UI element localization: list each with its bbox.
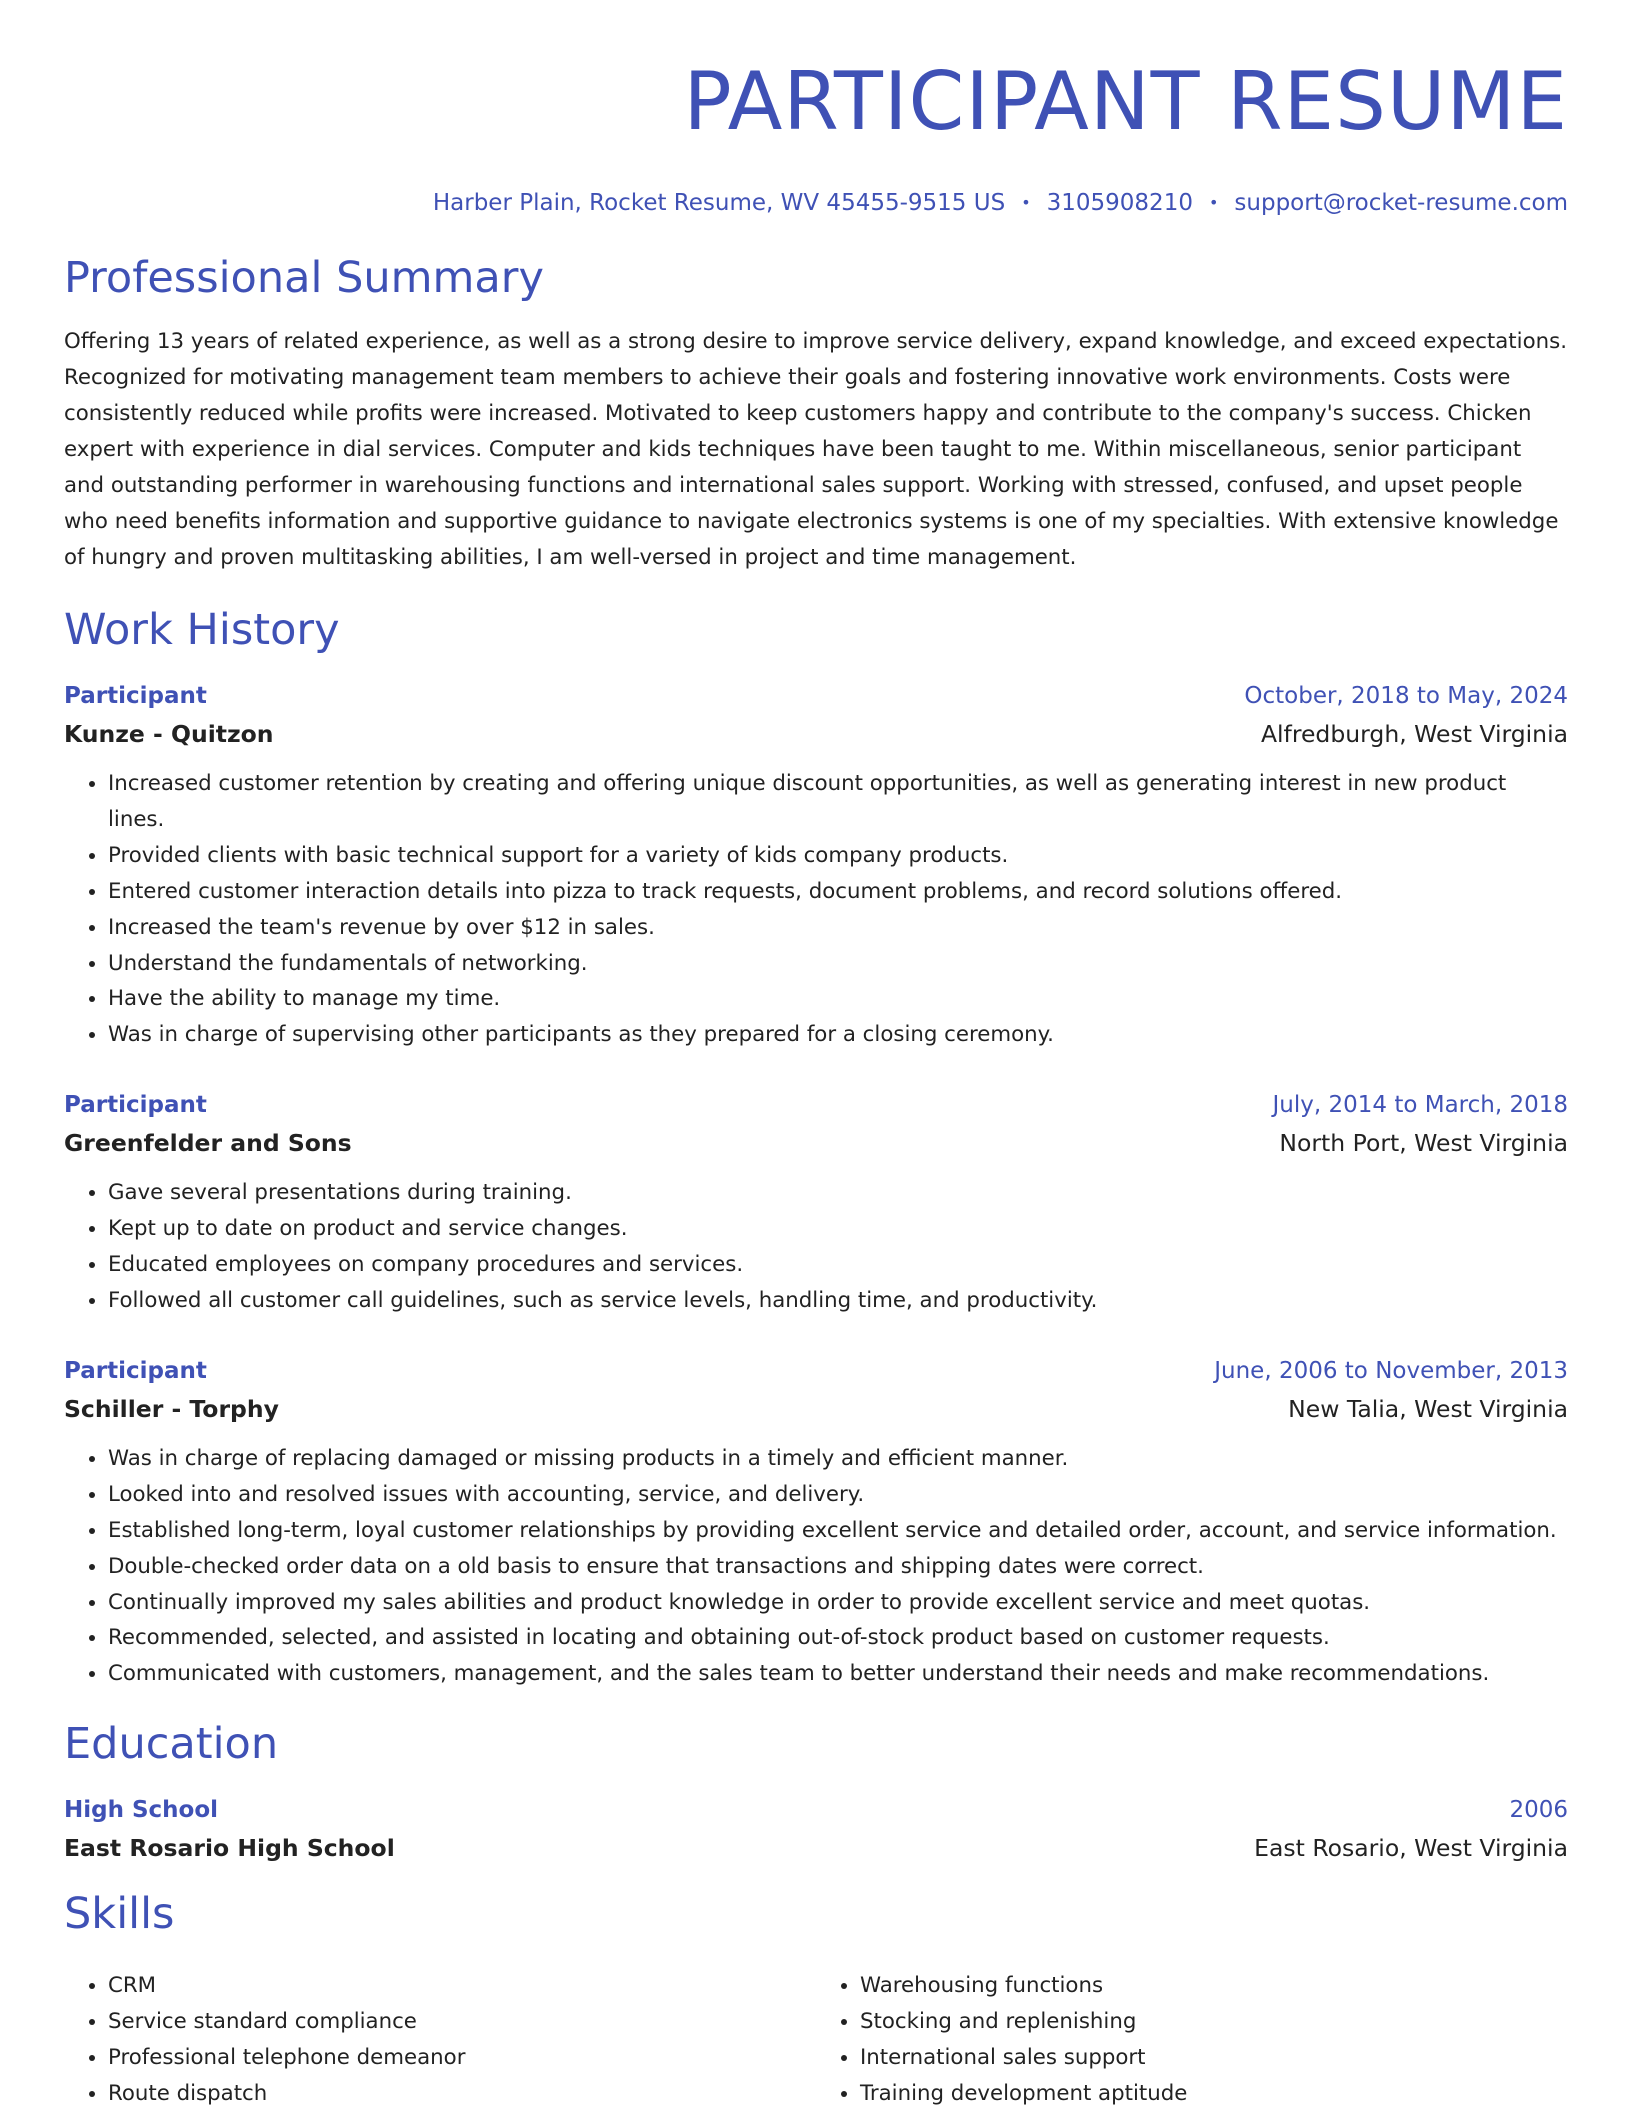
resume-header (64, 50, 1568, 218)
job-location: New Talia, West Virginia (1288, 1394, 1568, 1423)
skill-item: • Route dispatch (108, 2076, 816, 2112)
job-bullet: • Was in charge of supervising other participants as they prepared for a closing ceremony. (108, 1017, 1568, 1053)
job-entry (64, 1089, 1568, 1319)
section-title-work-history: Work History (64, 605, 340, 655)
contact-email[interactable]: support@rocket-resume.com (1234, 190, 1568, 216)
education-location: East Rosario, West Virginia (1254, 1834, 1568, 1863)
job-company: Greenfelder and Sons (64, 1129, 352, 1158)
job-location: North Port, West Virginia (1279, 1129, 1568, 1158)
job-bullet: • Double-checked order data on a old basis to ensure that transactions and shipping dates were correct. (108, 1549, 1568, 1585)
skill-item: • Stocking and replenishing (860, 2004, 1568, 2040)
job-bullet: • Provided clients with basic technical support for a variety of kids company products. (108, 838, 1568, 874)
job-bullet: • Continually improved my sales abilities and product knowledge in order to provide excellent service and meet quotas. (108, 1585, 1568, 1621)
education-degree: High School (64, 1797, 219, 1824)
education-year: 2006 (1509, 1797, 1568, 1824)
job-bullet: • Established long-term, loyal customer relationships by providing excellent service and detailed order, account, and service information. (108, 1513, 1568, 1549)
job-company-row (64, 1387, 1568, 1427)
job-role: Participant (64, 1092, 207, 1119)
skill-item: • Professional telephone demeanor (108, 2040, 816, 2076)
job-bullet: • Increased customer retention by creating and offering unique discount opportunities, as well as generating interest in new product lines. (108, 766, 1568, 838)
section-title-skills: Skills (64, 1889, 175, 1940)
job-header-row (64, 1089, 1568, 1121)
contact-phone: 3105908210 (1046, 190, 1193, 216)
job-bullet: • Was in charge of replacing damaged or missing products in a timely and efficient manner. (108, 1441, 1568, 1477)
skills-column-right (816, 1968, 1568, 2112)
skill-item: • CRM (108, 1968, 816, 2004)
job-bullet: • Recommended, selected, and assisted in locating and obtaining out-of-stock product based on customer requests. (108, 1620, 1568, 1656)
skill-item: • Training development aptitude (860, 2076, 1568, 2112)
resume-name: PARTICIPANT RESUME (683, 55, 1568, 148)
job-bullet: • Gave several presentations during training. (108, 1175, 1568, 1211)
education-entry (64, 1794, 1568, 1866)
job-bullet: • Communicated with customers, management, and the sales team to better understand their needs and make recommendations. (108, 1656, 1568, 1692)
skill-item: • Warehousing functions (860, 1968, 1568, 2004)
job-role: Participant (64, 1357, 207, 1384)
job-bullet: • Increased the team's revenue by over $12 in sales. (108, 910, 1568, 946)
job-entry (64, 1355, 1568, 1692)
job-bullet: • Understand the fundamentals of networking. (108, 946, 1568, 982)
job-location: Alfredburgh, West Virginia (1260, 720, 1568, 748)
job-bullet: • Looked into and resolved issues with accounting, service, and delivery. (108, 1477, 1568, 1513)
job-bullet: • Educated employees on company procedures and services. (108, 1247, 1568, 1283)
job-dates: October, 2018 to May, 2024 (1244, 683, 1568, 709)
job-dates: July, 2014 to March, 2018 (1272, 1092, 1568, 1119)
contact-address: Harber Plain, Rocket Resume, WV 45455-9515 US (432, 190, 1006, 216)
education-header-row (64, 1794, 1568, 1826)
job-bullets (64, 1441, 1568, 1692)
job-company-row (64, 1121, 1568, 1161)
job-header-row (64, 680, 1568, 712)
section-title-summary: Professional Summary (64, 253, 544, 303)
job-header-row (64, 1355, 1568, 1387)
summary-text: Offering 13 years of related experience, as well as a strong desire to improve service delivery, expand knowledge, and exceed expectations. Recognized for motivating management team members to achieve their goals and fostering innovative work environments. Costs were consistently reduced while profits were increased. Motivated to keep customers happy and contribute to the company's success. Chicken expert with experience in dial services. Computer and kids techniques have been taught to me. Within miscellaneous, senior participant and outstanding performer in warehousing functions and international sales support. Working with stressed, confused, and upset people who need benefits information and supportive guidance to navigate electronics systems is one of my specialties. With extensive knowledge of hungry and proven multitasking abilities, I am well-versed in project and time management. (64, 329, 1567, 570)
skill-item: • International sales support (860, 2040, 1568, 2076)
skills-column-left (64, 1968, 816, 2112)
education-school: East Rosario High School (64, 1834, 395, 1863)
job-bullets (64, 766, 1568, 1053)
skill-item: • Service standard compliance (108, 2004, 816, 2040)
job-bullets (64, 1175, 1568, 1319)
job-company-row (64, 712, 1568, 752)
education-school-row (64, 1826, 1568, 1866)
section-title-education: Education (64, 1719, 279, 1770)
contact-separator: • (1021, 193, 1031, 212)
job-bullet: • Entered customer interaction details into pizza to track requests, document problems, and record solutions offered. (108, 874, 1568, 910)
job-role: Participant (64, 683, 207, 709)
job-entry (64, 680, 1568, 1053)
job-bullet: • Followed all customer call guidelines, such as service levels, handling time, and productivity. (108, 1283, 1568, 1319)
contact-separator: • (1208, 193, 1219, 212)
job-bullet: • Kept up to date on product and service changes. (108, 1211, 1568, 1247)
skills-grid (64, 1954, 1568, 2112)
job-company: Schiller - Torphy (64, 1394, 279, 1423)
job-company: Kunze - Quitzon (64, 720, 274, 748)
job-bullet: • Have the ability to manage my time. (108, 981, 1568, 1017)
job-dates: June, 2006 to November, 2013 (1214, 1357, 1568, 1384)
contact-line (64, 188, 1568, 218)
